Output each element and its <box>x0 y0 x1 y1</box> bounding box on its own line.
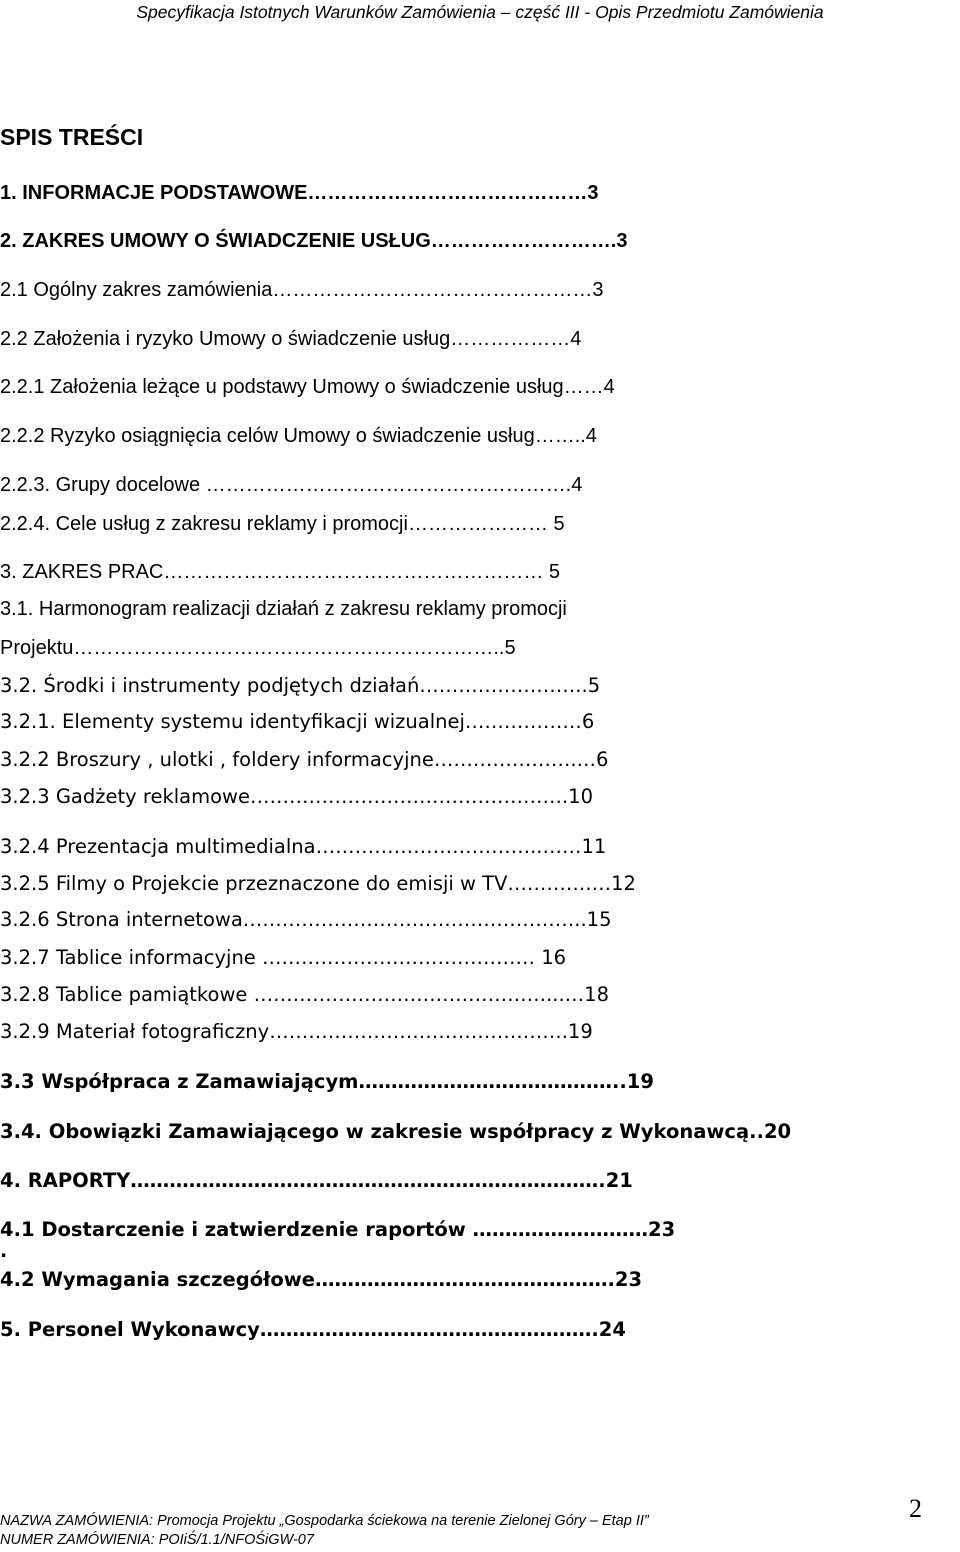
toc-entry[interactable]: 2.1 Ogólny zakres zamówienia…………………………………………3 <box>0 279 604 301</box>
running-title: Specyfikacja Istotnych Warunków Zamówienia – część III - Opis Przedmiotu Zamówienia <box>136 2 824 22</box>
toc-entry[interactable]: 3.2.3 Gadżety reklamowe………………………………………….10 <box>0 785 593 808</box>
toc-entry[interactable]: 2.2 Założenia i ryzyko Umowy o świadczenie usług………………4 <box>0 328 582 350</box>
toc-entry[interactable]: 5. Personel Wykonawcy…………………………………………….24 <box>0 1318 626 1341</box>
toc-entry[interactable]: 3.3 Współpraca z Zamawiającym…………………………………..19 <box>0 1070 654 1093</box>
toc-entry[interactable]: 3.2.8 Tablice pamiątkowe ………………………………………...…18 <box>0 983 609 1006</box>
toc-entry[interactable]: 2.2.1 Założenia leżące u podstawy Umowy o świadczenie usług……4 <box>0 376 615 398</box>
page-number: 2 <box>909 1494 922 1523</box>
toc-entry[interactable]: 3. ZAKRES PRAC………………………………………………… 5 <box>0 561 561 583</box>
toc-entry[interactable]: 1. INFORMACJE PODSTAWOWE……………………………………3 <box>0 182 599 204</box>
order-number: NUMER ZAMÓWIENIA: POIiŚ/1.1/NFOŚiGW-07 <box>0 1532 314 1548</box>
toc-entry[interactable]: 3.2.6 Strona internetowa……………………………………………..15 <box>0 908 612 931</box>
toc-entry[interactable]: 3.2.9 Materiał fotograficzny……………………………………….19 <box>0 1020 593 1043</box>
toc-entry[interactable]: 3.2. Środki i instrumenty podjętych działań……………………..5 <box>0 674 601 697</box>
toc-entry-text: 2. ZAKRES UMOWY O ŚWIADCZENIE USŁUG……………………….3 <box>0 230 628 252</box>
toc-entry[interactable]: 4. RAPORTY……………………………………………………………….21 <box>0 1169 633 1192</box>
toc-entry[interactable]: Projektu………………………………………………………..5 <box>0 637 516 659</box>
toc-entry[interactable]: 4.1 Dostarczenie i zatwierdzenie raportów ………………………23 <box>0 1218 676 1241</box>
toc-title: SPIS TREŚCI <box>0 124 144 150</box>
toc-entry[interactable]: 3.2.7 Tablice informacyjne …………………………………… 16 <box>0 946 567 969</box>
toc-entry[interactable]: 2.2.3. Grupy docelowe ……………………………………………….4 <box>0 474 583 496</box>
toc-entry[interactable]: 3.2.1. Elementy systemu identyfikacji wizualnej………………6 <box>0 710 595 733</box>
toc-entry[interactable]: 3.4. Obowiązki Zamawiającego w zakresie współpracy z Wykonawcą..20 <box>0 1120 792 1143</box>
toc-entry[interactable]: 4.2 Wymagania szczegółowe……………………………………….23 <box>0 1268 643 1291</box>
toc-entry[interactable] <box>0 227 627 255</box>
order-name: NAZWA ZAMÓWIENIA: Promocja Projektu „Gospodarka ściekowa na terenie Zielonej Góry – Etap II” <box>0 1513 649 1529</box>
toc-entry[interactable]: 3.2.4 Prezentacja multimedialna……………………………..……11 <box>0 835 607 858</box>
toc-entry[interactable]: 3.2.5 Filmy o Projekcie przeznaczone do emisji w TV………….…12 <box>0 872 636 895</box>
toc-entry[interactable]: 2.2.4. Cele usług z zakresu reklamy i promocji………………… 5 <box>0 513 565 535</box>
toc-entry[interactable]: 3.1. Harmonogram realizacji działań z zakresu reklamy promocji <box>0 598 567 620</box>
toc-entry[interactable]: 3.2.2 Broszury , ulotki , foldery informacyjne………………….…6 <box>0 748 609 771</box>
toc-entry[interactable]: 2.2.2 Ryzyko osiągnięcia celów Umowy o świadczenie usług……..4 <box>0 425 597 447</box>
stray-dot: . <box>0 1240 8 1262</box>
